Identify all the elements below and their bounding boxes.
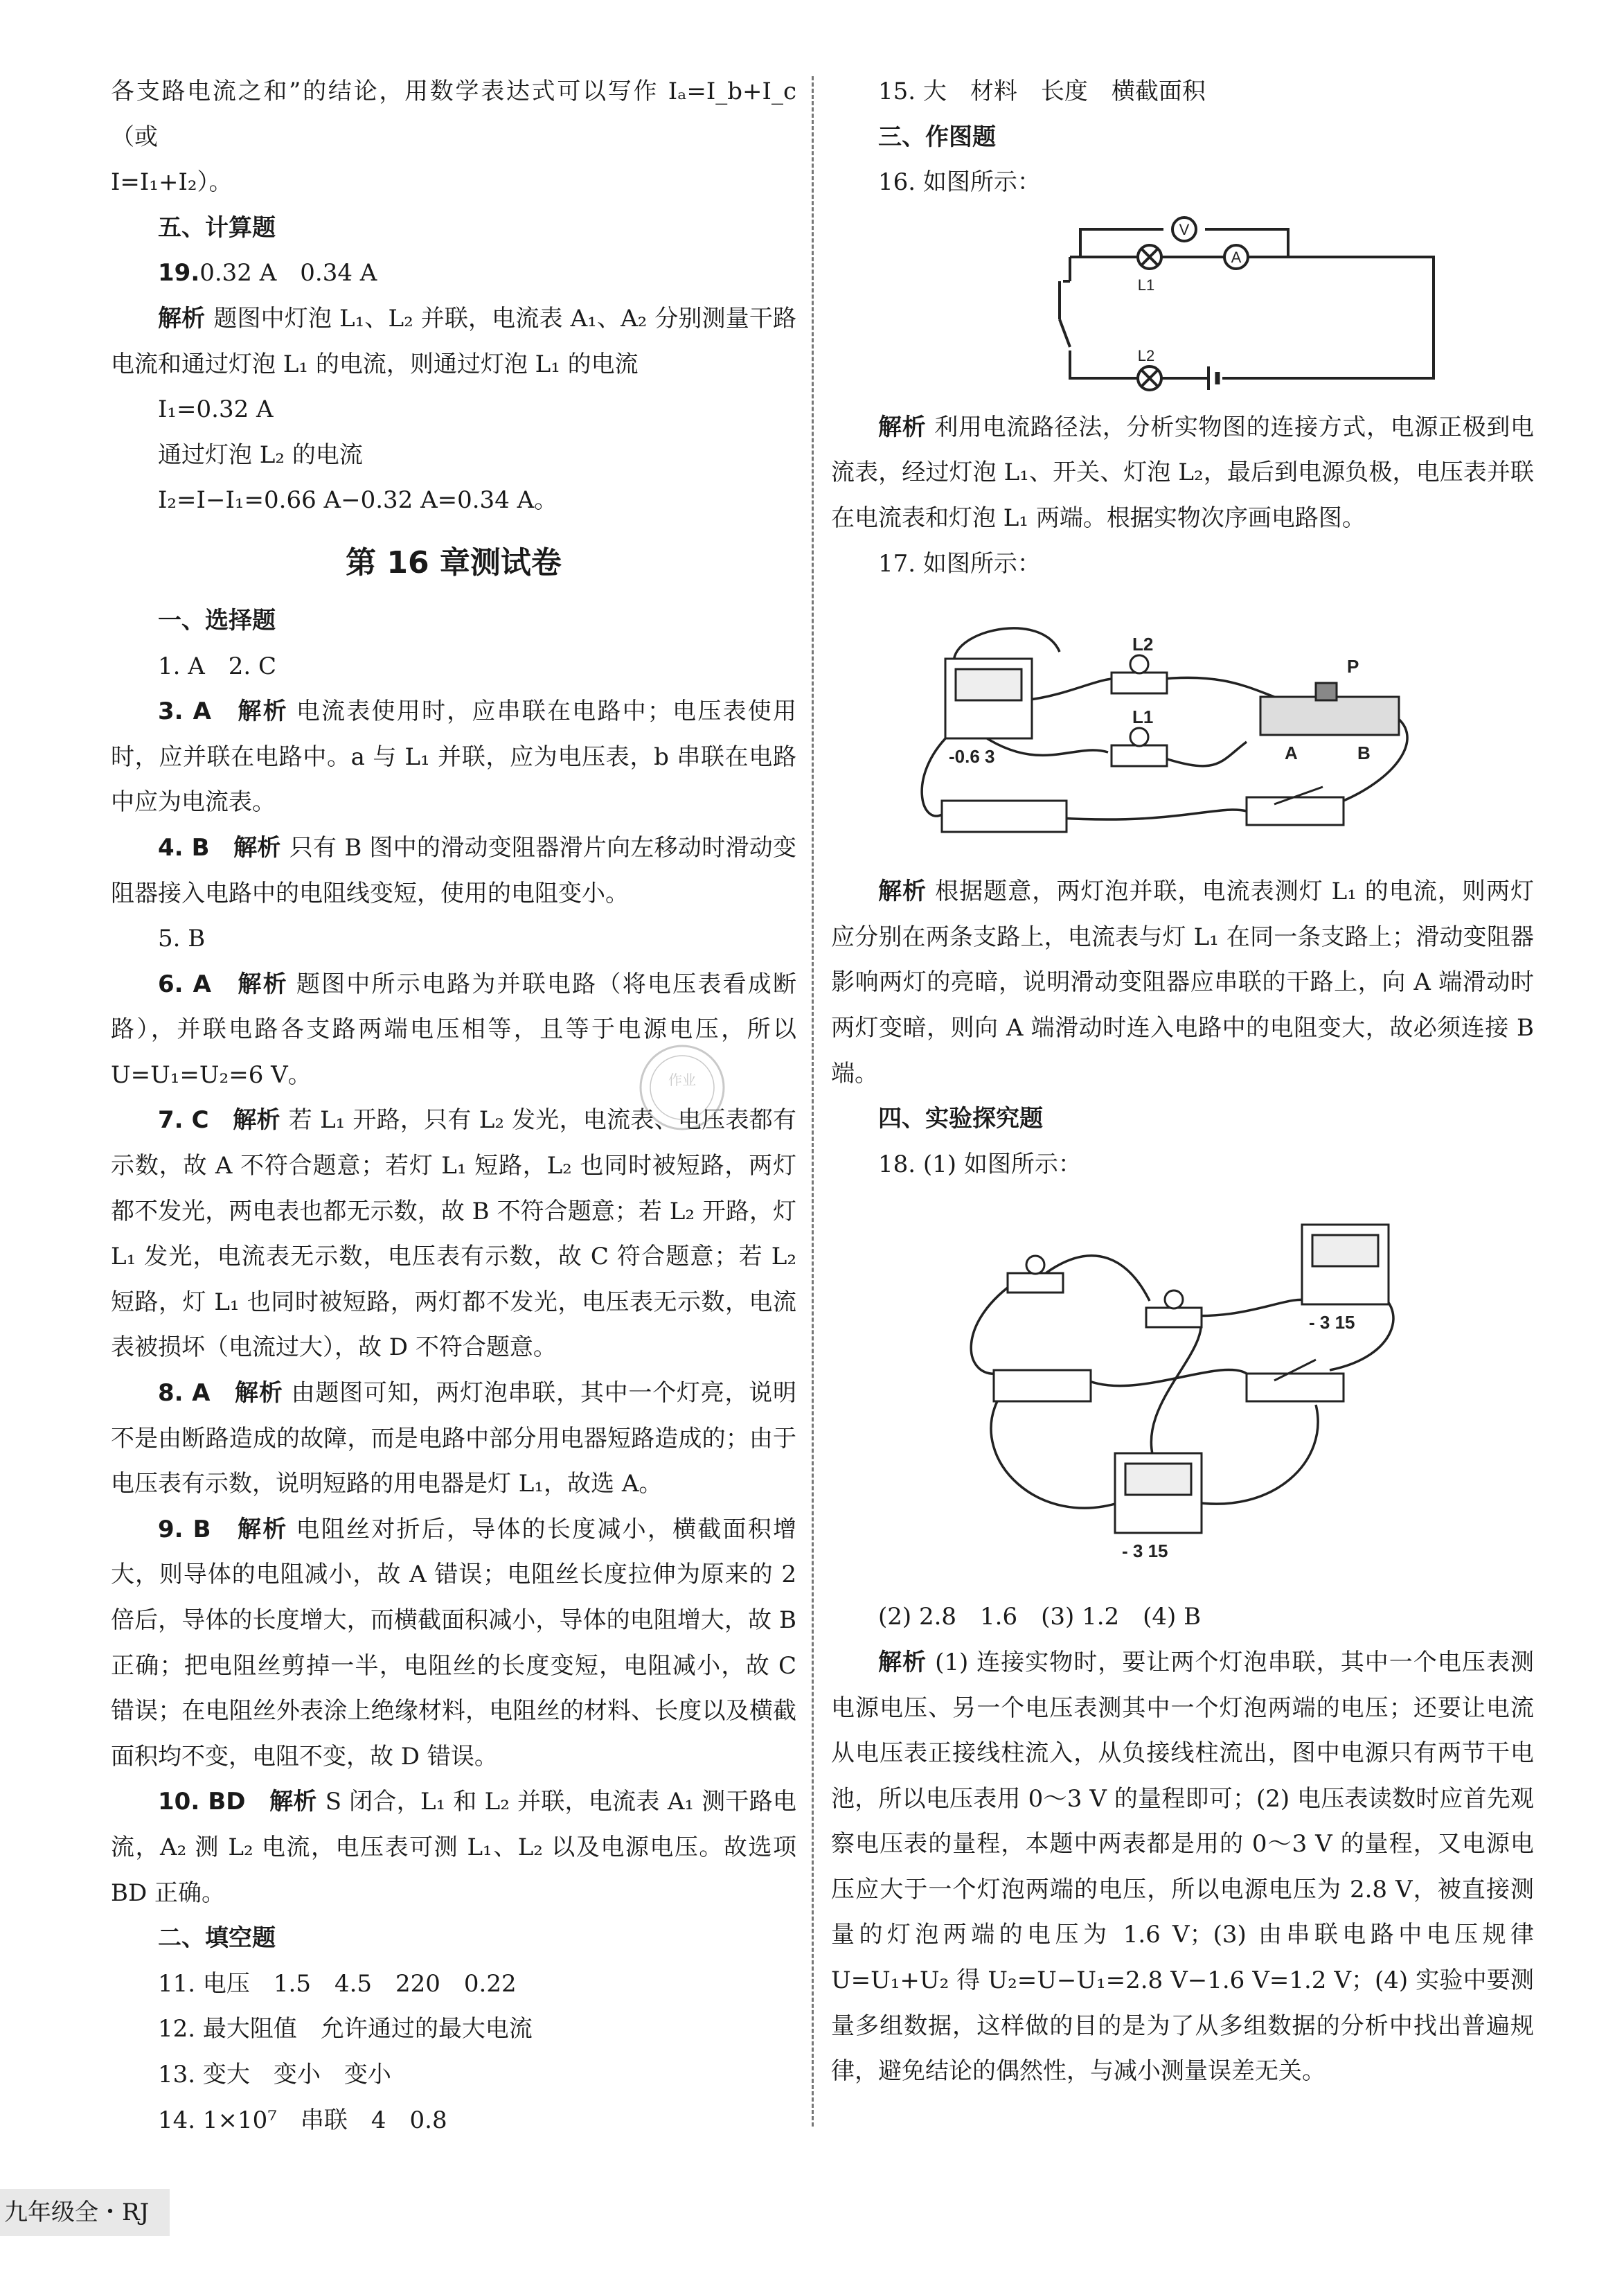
analysis-label: 解析	[233, 833, 281, 862]
wire	[1080, 1370, 1247, 1386]
fig16-label: L1	[1137, 276, 1155, 294]
analysis-paragraph	[831, 405, 1534, 542]
fig18-label: - 3 15	[1122, 1541, 1168, 1562]
stamp-text: 作业	[668, 1072, 696, 1088]
column-divider	[812, 76, 814, 2127]
analysis-text: 只有 B 图中的滑动变阻器滑片向左移动时滑动变阻器接入电路中的电阻线变短，使用的电阻变小。	[111, 833, 797, 907]
lamp-base	[1146, 1308, 1202, 1327]
switch	[1247, 1374, 1344, 1401]
wire	[1080, 229, 1163, 257]
analysis-paragraph	[831, 1640, 1534, 2095]
analysis-text: 题图中所示电路为并联电路（将电压表看成断路），并联电路各支路两端电压相等，且等于电源电压，所以 U=U₁=U₂=6 V。	[111, 970, 797, 1089]
fig17-label: A	[1285, 743, 1298, 764]
continuation-text: 各支路电流之和”的结论，用数学表达式可以写作 Iₐ=I_b+I_c（或	[111, 78, 796, 151]
question-answer: 9. B	[158, 1515, 211, 1543]
fig16-label: A	[1231, 248, 1242, 266]
lamp-l2-base	[1112, 673, 1167, 693]
answer-line: 17. 如图所示：	[878, 549, 1041, 578]
battery-holder	[942, 801, 1067, 832]
answer-line: 14. 1×10⁷ 串联 4 0.8	[158, 2106, 447, 2134]
wire	[1060, 810, 1247, 819]
rheostat	[1260, 697, 1399, 735]
lamp-l1-base	[1112, 745, 1167, 766]
analysis-label: 解析	[878, 878, 927, 906]
fig17-label: L2	[1132, 634, 1154, 655]
analysis-text: 利用电流路径法，分析实物图的连接方式，电源正极到电流表，经过灯泡 L₁、开关、灯泡 L₂，最后到电源负极，电压表并联在电流表和灯泡 L₁ 两端。根据实物次序画电路图。	[831, 413, 1535, 532]
fig17-label: -0.6 3	[949, 746, 995, 767]
analysis-label: 解析	[269, 1788, 317, 1816]
question-answer: 6. A	[158, 970, 211, 998]
answer-line: 15. 大 材料 长度 横截面积	[878, 78, 1206, 105]
answer-line	[111, 251, 796, 296]
chapter-title: 第 16 章测试卷	[346, 544, 562, 580]
analysis-text: 根据题意，两灯泡并联，电流表测灯 L₁ 的电流，则两灯应分别在两条支路上，电流表与灯 L₁ 在同一条支路上；滑动变阻器影响两灯的亮暗，说明滑动变阻器应串联的干路上，向 A 端滑动时两灯变暗，则向 A 端滑动时连入电路中的电阻变大，故必须连接 B 端。	[831, 878, 1534, 1088]
fig17-label: P	[1347, 656, 1359, 677]
switch	[1247, 797, 1344, 825]
analysis-label: 解析	[158, 304, 206, 332]
answer-line: 5. B	[158, 925, 206, 953]
analysis-text: (1) 连接实物时，要让两个灯泡串联，其中一个电压表测电源电压、另一个电压表测其中一个灯泡两端的电压；还要让电流从电压表正接线柱流入，从负接线柱流出，图中电源只有两节干电池，所以电压表用 0～3 V 的量程即可；(2) 电压表读数时应首先观察电压表的量程，本题中两表都是用的 0～3 V 的量程，又电源电压应大于一个灯泡两端的电压，所以电源电压为 2.8 V，被直接测量的灯泡两端的电压为 1.6 V；(3) 由串联电路中电压规律 U=U₁+U₂ 得 U₂=U−U₁=2.8 V−1.6 V=1.2 V；(4) 实验中要测量多组数据，这样做的目的是为了从多组数据的分析中找出普遍规律，避免结论的偶然性，与减小测量误差无关。	[831, 1648, 1535, 2086]
lamp-bulb	[1165, 1290, 1183, 1308]
analysis-label: 解析	[238, 1515, 288, 1543]
analysis-text: 由题图可知，两灯泡串联，其中一个灯亮，说明不是由断路造成的故障，而是电路中部分用电器短路造成的；由于电压表有示数，说明短路的用电器是灯 L₁，故选 A。	[111, 1379, 797, 1498]
switch	[1060, 319, 1070, 347]
formula-line: I₂=I−I₁=0.66 A−0.32 A=0.34 A。	[158, 486, 558, 515]
question-answer: 3. A	[158, 698, 211, 726]
wire	[1157, 742, 1247, 766]
question-answer: 4. B	[158, 833, 210, 862]
section-heading: 二、填空题	[158, 1924, 276, 1953]
answer-paragraph	[111, 1098, 796, 1371]
analysis-label: 解析	[878, 1648, 927, 1676]
answer-paragraph	[111, 1779, 796, 1916]
section-heading: 三、作图题	[878, 123, 996, 151]
lamp-l1-bulb	[1130, 728, 1148, 746]
answer-paragraph	[111, 826, 796, 916]
answer-line: 18. (1) 如图所示：	[878, 1150, 1082, 1178]
analysis-label: 解析	[238, 698, 288, 726]
page-footer: 九年级全・RJ	[0, 2189, 170, 2236]
answer-paragraph	[111, 1371, 796, 1507]
fig16-label: L2	[1137, 346, 1155, 364]
fig18-label: - 3 15	[1309, 1312, 1355, 1333]
analysis-label: 解析	[238, 970, 288, 998]
wire	[971, 1280, 1018, 1374]
lamp-base	[1008, 1273, 1063, 1293]
physical-circuit-18	[831, 1197, 1534, 1585]
analysis-label: 解析	[233, 1106, 280, 1135]
formula-line: 通过灯泡 L₂ 的电流	[158, 441, 363, 469]
answer-line: 12. 最大阻值 允许通过的最大电流	[158, 2015, 533, 2043]
wire	[1222, 257, 1434, 378]
answer-line: 11. 电压 1.5 4.5 220 0.22	[158, 1969, 517, 1998]
physical-circuit-17	[831, 596, 1534, 860]
wire	[1070, 350, 1139, 378]
watermark-stamp	[634, 1039, 731, 1136]
wire	[991, 1401, 1122, 1508]
fig17-label: B	[1357, 743, 1371, 764]
analysis-text: 电流表使用时，应串联在电路中；电压表使用时，应并联在电路中。a 与 L₁ 并联，应为电压表，b 串联在电路中应为电流表。	[111, 698, 797, 817]
battery-holder	[994, 1370, 1091, 1401]
analysis-label: 解析	[235, 1379, 283, 1408]
section-heading: 四、实验探究题	[878, 1105, 1043, 1133]
question-number: 19.	[158, 259, 200, 287]
analysis-text: 题图中灯泡 L₁、L₂ 并联，电流表 A₁、A₂ 分别测量干路电流和通过灯泡 L₁ 的电流，则通过灯泡 L₁ 的电流	[111, 304, 797, 378]
wire	[1191, 1405, 1318, 1504]
lamp-bulb	[1026, 1256, 1044, 1274]
section-heading: 五、计算题	[158, 213, 276, 242]
answer-paragraph	[111, 689, 796, 826]
question-answer: 7. C	[158, 1106, 209, 1135]
answer-paragraph	[111, 1507, 796, 1780]
analysis-text: S 闭合，L₁ 和 L₂ 并联，电流表 A₁ 测干路电流，A₂ 测 L₂ 电流，电压表可测 L₁、L₂ 以及电源电压。故选项 BD 正确。	[111, 1788, 796, 1907]
question-answer: 8. A	[158, 1379, 211, 1408]
wire	[1157, 677, 1274, 697]
wire	[1151, 1311, 1201, 1467]
fig17-label: L1	[1132, 707, 1154, 728]
answer-line: 16. 如图所示：	[878, 168, 1041, 197]
answer-line: (2) 2.8 1.6 (3) 1.2 (4) B	[878, 1603, 1202, 1631]
continuation-text: I=I₁+I₂）。	[111, 168, 233, 197]
analysis-paragraph	[111, 296, 796, 387]
formula-line: I₁=0.32 A	[158, 396, 274, 424]
answer-text: 0.32 A 0.34 A	[199, 259, 377, 287]
answer-line: 13. 变大 变小 变小	[158, 2060, 391, 2088]
analysis-label: 解析	[878, 413, 927, 441]
circuit-diagram-16	[831, 215, 1534, 396]
question-answer: 10. BD	[158, 1788, 246, 1816]
answer-line: 1. A 2. C	[158, 652, 277, 680]
analysis-paragraph	[831, 869, 1534, 1097]
rheostat-slider	[1316, 683, 1337, 700]
section-heading: 一、选择题	[158, 606, 276, 634]
analysis-text: 若 L₁ 开路，只有 L₂ 发光，电流表、电压表都有示数，故 A 不符合题意；若灯 L₁ 短路，L₂ 也同时被短路，两灯都不发光，两电表也都无示数，故 B 不符合题意；若 L₂ 开路，灯 L₁ 发光，电流表无示数，电压表有示数，故 C 符合题意；若 L₂ 短路，灯 L₁ 也同时被短路，两灯都不发光，电压表无示数，电流表被损坏（电流过大），故 D 不符合题意。	[111, 1106, 797, 1362]
lamp-l2-bulb	[1130, 655, 1148, 673]
right-column	[831, 69, 1534, 2095]
fig16-label: V	[1179, 220, 1190, 238]
analysis-text: 电阻丝对折后，导体的长度减小，横截面积增大，则导体的电阻减小，故 A 错误；电阻丝长度拉伸为原来的 2 倍后，导体的长度增大，而横截面积减小，导体的电阻增大，故 B 正确；把电阻丝剪掉一半，电阻丝的长度变短，电阻减小，故 C 错误；在电阻丝外表涂上绝缘材料，电阻丝的材料、长度以及横截面积均不变，电阻不变，故 D 错误。	[111, 1515, 797, 1770]
